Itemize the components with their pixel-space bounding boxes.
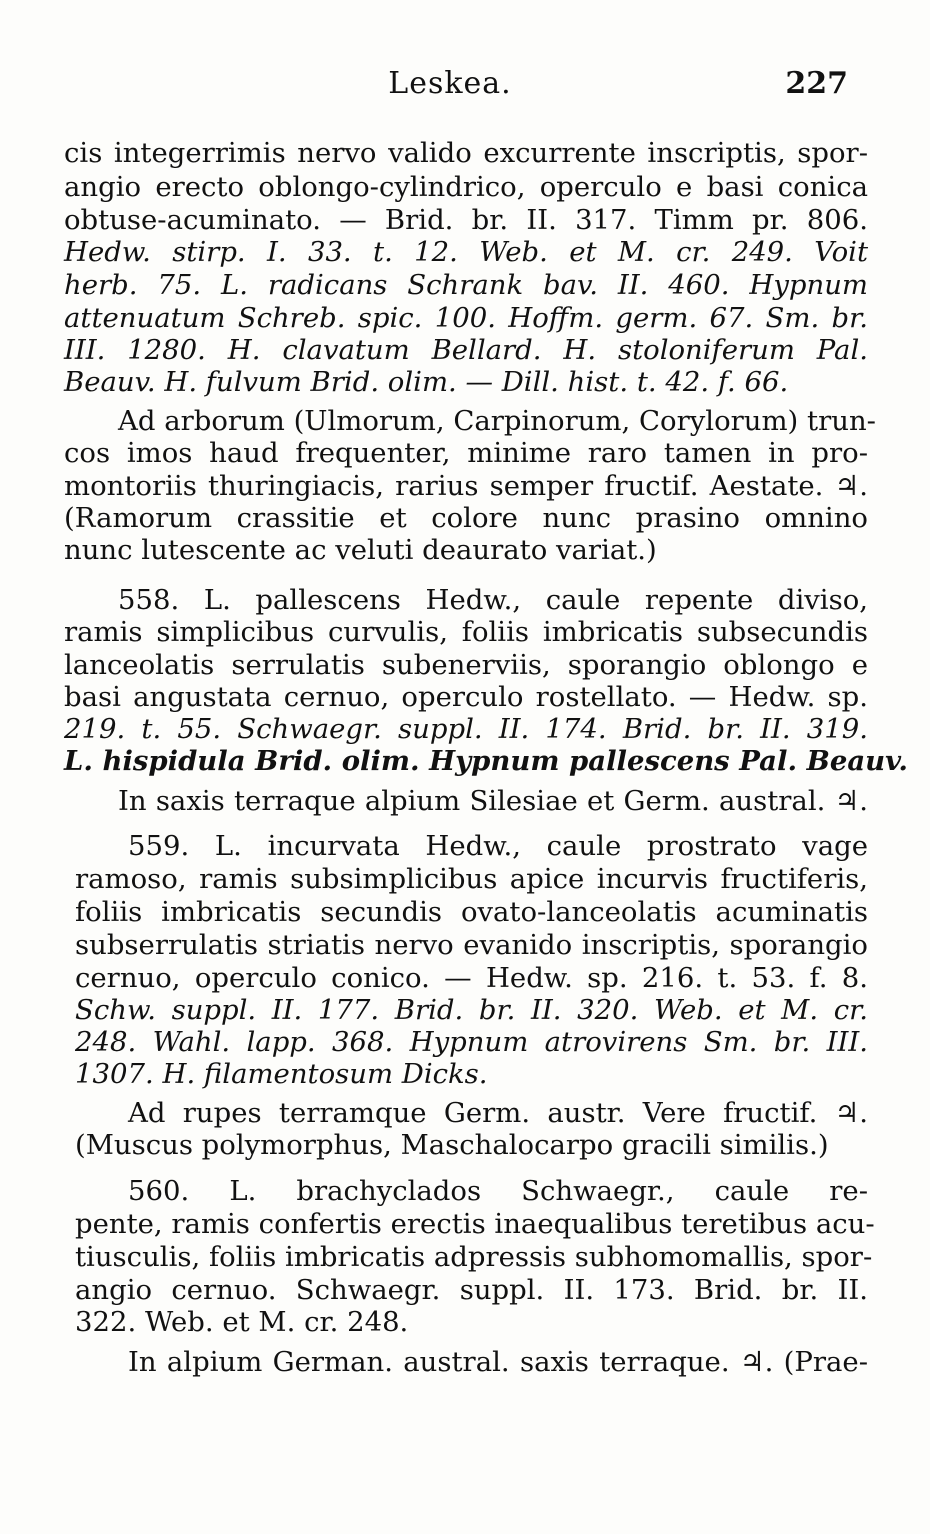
text-line: III. 1280. H. clavatum Bellard. H. stoloniferum Pal. bbox=[64, 334, 868, 366]
text-line: (Muscus polymorphus, Maschalocarpo gracili similis.) bbox=[75, 1129, 829, 1161]
text-line: angio erecto oblongo-cylindrico, operculo e basi conica bbox=[64, 171, 868, 203]
text-line: Ad rupes terramque Germ. austr. Vere fructif. ♃. bbox=[128, 1097, 868, 1129]
text-line: foliis imbricatis secundis ovato-lanceolatis acuminatis bbox=[75, 896, 868, 928]
text-line: lanceolatis serrulatis subenerviis, sporangio oblongo e bbox=[64, 649, 868, 681]
text-line: In alpium German. austral. saxis terraque. ♃. (Prae- bbox=[128, 1346, 868, 1378]
entry-heading-558: 558. L. pallescens Hedw., caule repente diviso, bbox=[118, 584, 868, 616]
text-line: Hedw. stirp. I. 33. t. 12. Web. et M. cr. 249. Voit bbox=[64, 236, 868, 268]
text-line: cis integerrimis nervo valido excurrente inscriptis, spor- bbox=[64, 137, 868, 169]
text-line: pente, ramis confertis erectis inaequalibus teretibus acu- bbox=[75, 1208, 875, 1240]
entry-heading-559: 559. L. incurvata Hedw., caule prostrato vage bbox=[128, 830, 868, 862]
text-line: cernuo, operculo conico. — Hedw. sp. 216. t. 53. f. 8. bbox=[75, 962, 868, 994]
text-line: L. hispidula Brid. olim. Hypnum pallescens Pal. Beauv. bbox=[64, 745, 908, 777]
text-line: 248. Wahl. lapp. 368. Hypnum atrovirens Sm. br. III. bbox=[75, 1026, 868, 1058]
text-line: subserrulatis striatis nervo evanido inscriptis, sporangio bbox=[75, 929, 868, 961]
text-line: Schw. suppl. II. 177. Brid. br. II. 320. Web. et M. cr. bbox=[75, 994, 868, 1026]
text-line: angio cernuo. Schwaegr. suppl. II. 173. Brid. br. II. bbox=[75, 1274, 868, 1306]
text-line: cos imos haud frequenter, minime raro tamen in pro- bbox=[64, 437, 868, 469]
text-line: tiusculis, foliis imbricatis adpressis subhomomallis, spor- bbox=[75, 1241, 873, 1273]
text-line: 219. t. 55. Schwaegr. suppl. II. 174. Brid. br. II. 319. bbox=[64, 713, 868, 745]
text-line: basi angustata cernuo, operculo rostellato. — Hedw. sp. bbox=[64, 681, 868, 713]
text-line: In saxis terraque alpium Silesiae et Germ. austral. ♃. bbox=[118, 785, 868, 817]
text-line: 322. Web. et M. cr. 248. bbox=[75, 1306, 409, 1338]
running-head bbox=[0, 66, 930, 110]
text-line: obtuse-acuminato. — Brid. br. II. 317. Timm pr. 806. bbox=[64, 204, 868, 236]
entry-heading-560: 560. L. brachyclados Schwaegr., caule re- bbox=[128, 1175, 868, 1207]
text-line: (Ramorum crassitie et colore nunc prasino omnino bbox=[64, 502, 868, 534]
text-line: herb. 75. L. radicans Schrank bav. II. 460. Hypnum bbox=[64, 269, 868, 301]
text-line: ramoso, ramis subsimplicibus apice incurvis fructiferis, bbox=[75, 863, 868, 895]
text-line: attenuatum Schreb. spic. 100. Hoffm. germ. 67. Sm. br. bbox=[64, 302, 868, 334]
running-title: Leskea. bbox=[388, 66, 512, 101]
page-number: 227 bbox=[785, 66, 848, 101]
text-line: Ad arborum (Ulmorum, Carpinorum, Corylorum) trun- bbox=[118, 405, 876, 437]
text-line: montoriis thuringiacis, rarius semper fructif. Aestate. ♃. bbox=[64, 470, 868, 502]
text-line: nunc lutescente ac veluti deaurato variat.) bbox=[64, 534, 657, 566]
text-line: Beauv. H. fulvum Brid. olim. — Dill. hist. t. 42. f. 66. bbox=[64, 366, 789, 398]
text-line: 1307. H. filamentosum Dicks. bbox=[75, 1058, 488, 1090]
text-line: ramis simplicibus curvulis, foliis imbricatis subsecundis bbox=[64, 616, 868, 648]
